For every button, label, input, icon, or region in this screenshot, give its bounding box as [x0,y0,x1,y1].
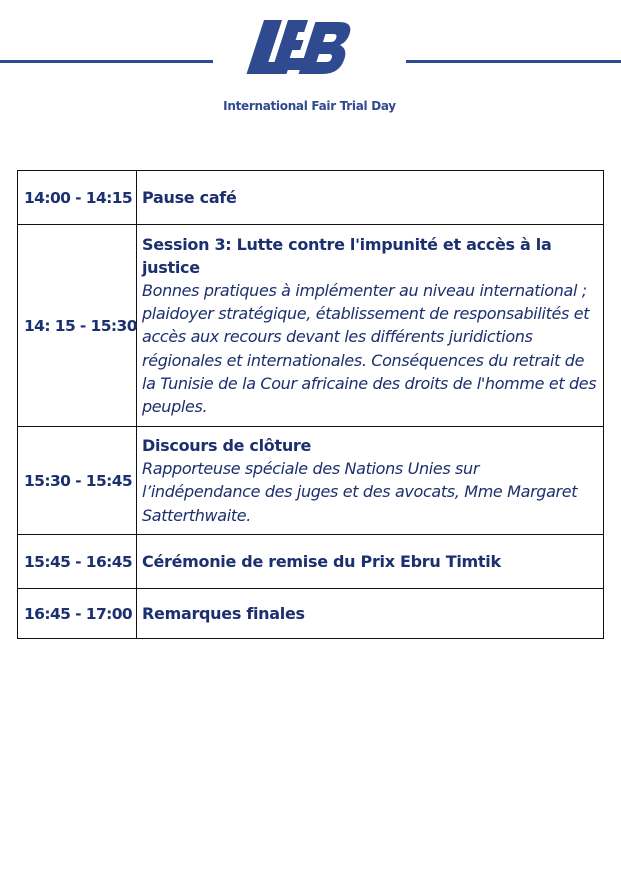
time-cell: 15:30 - 15:45 [18,427,137,535]
time-cell: 15:45 - 16:45 [18,535,137,589]
table-row [18,589,604,639]
fair-trial-day-logo-icon [244,14,366,96]
session-cell [137,427,604,535]
session-title: Cérémonie de remise du Prix Ebru Timtik [142,552,501,571]
table-row [18,535,604,589]
header-rule-left [0,60,213,63]
table-row [18,427,604,535]
table-row [18,225,604,427]
session-title: Discours de clôture [142,436,312,456]
page-header [0,0,621,130]
session-cell [137,171,604,225]
session-title: Remarques finales [142,604,305,623]
time-cell: 14: 15 - 15:30 [18,225,137,427]
time-cell: 14:00 - 14:15 [18,171,137,225]
schedule-table [17,170,604,639]
session-detail: Rapporteuse spéciale des Nations Unies sur l’indépendance des juges et des avocats, Mme Margaret Satterthwaite. [142,459,578,525]
header-rule-right [406,60,621,63]
time-cell: 16:45 - 17:00 [18,589,137,639]
session-title: Session 3: Lutte contre l'impunité et accès à la justice [142,234,552,277]
session-cell [137,535,604,589]
session-cell [137,589,604,639]
session-title: Pause café [142,188,237,207]
session-detail: Bonnes pratiques à implémenter au niveau international ; plaidoyer stratégique, établissement de responsabilités et accès aux recours devant les différents juridictions régionales et internationales. Conséquences du retrait de la Tunisie de la Cour africaine des droits de l'homme et des peuples. [142,280,597,417]
brand-name: International Fair Trial Day [223,99,396,113]
table-row [18,171,604,225]
session-cell [137,225,604,427]
